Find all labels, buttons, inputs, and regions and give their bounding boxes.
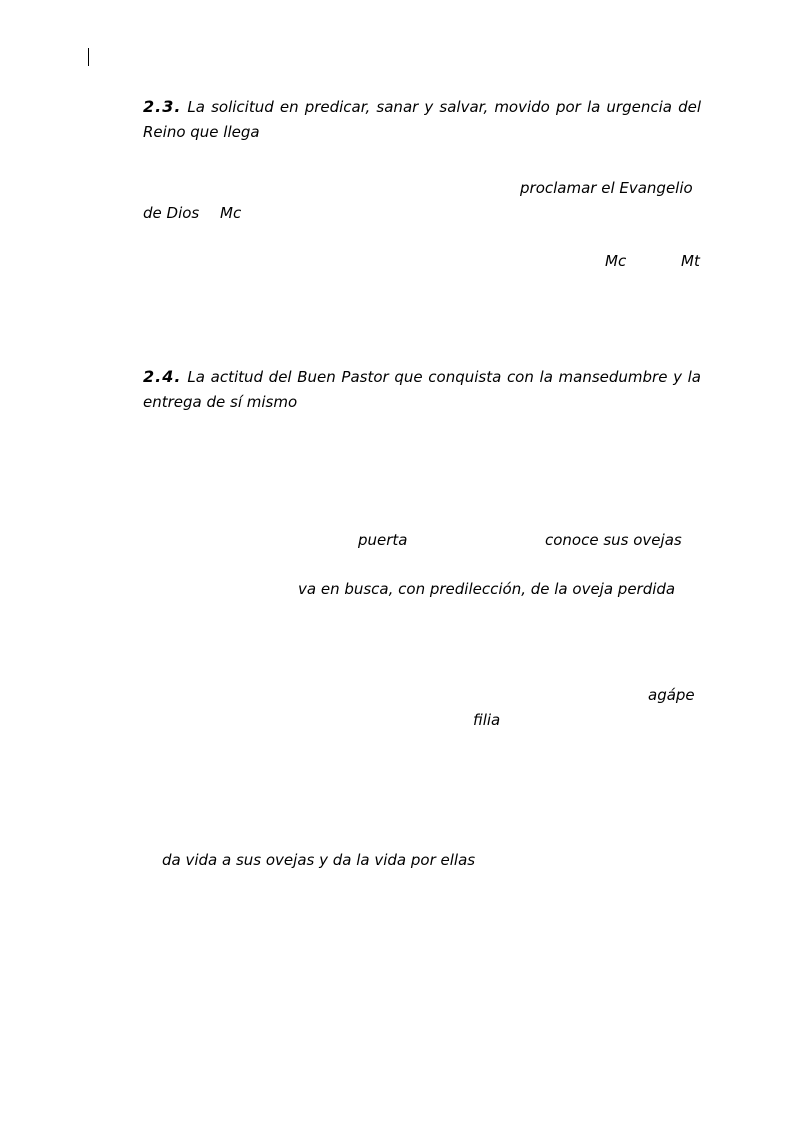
fragment-de-dios: de Dios [143, 204, 200, 222]
fragment-filia: filia [473, 711, 501, 729]
section-2-3-number: 2.3. [143, 97, 182, 116]
section-2-4-number: 2.4. [143, 367, 182, 386]
fragment-mc-1: Mc [220, 204, 242, 222]
fragment-conoce-sus-ovejas: conoce sus ovejas [545, 531, 682, 549]
section-2-4-title: La actitud del Buen Pastor que conquista con la mansedumbre y la entrega de sí mismo [143, 368, 701, 411]
fragment-mt: Mt [681, 252, 700, 270]
fragment-da-vida: da vida a sus ovejas y da la vida por ellas [162, 851, 476, 869]
section-2-3-heading [143, 94, 701, 145]
text-cursor [88, 48, 89, 66]
fragment-mc-2: Mc [605, 252, 627, 270]
fragment-agape: agápe [648, 686, 695, 704]
fragment-proclamar: proclamar el Evangelio [520, 179, 693, 197]
fragment-puerta: puerta [358, 531, 408, 549]
section-2-3-title: La solicitud en predicar, sanar y salvar, movido por la urgencia del Reino que llega [143, 98, 701, 141]
section-2-4-heading [143, 364, 701, 415]
fragment-va-en-busca: va en busca, con predilección, de la oveja perdida [298, 580, 676, 598]
